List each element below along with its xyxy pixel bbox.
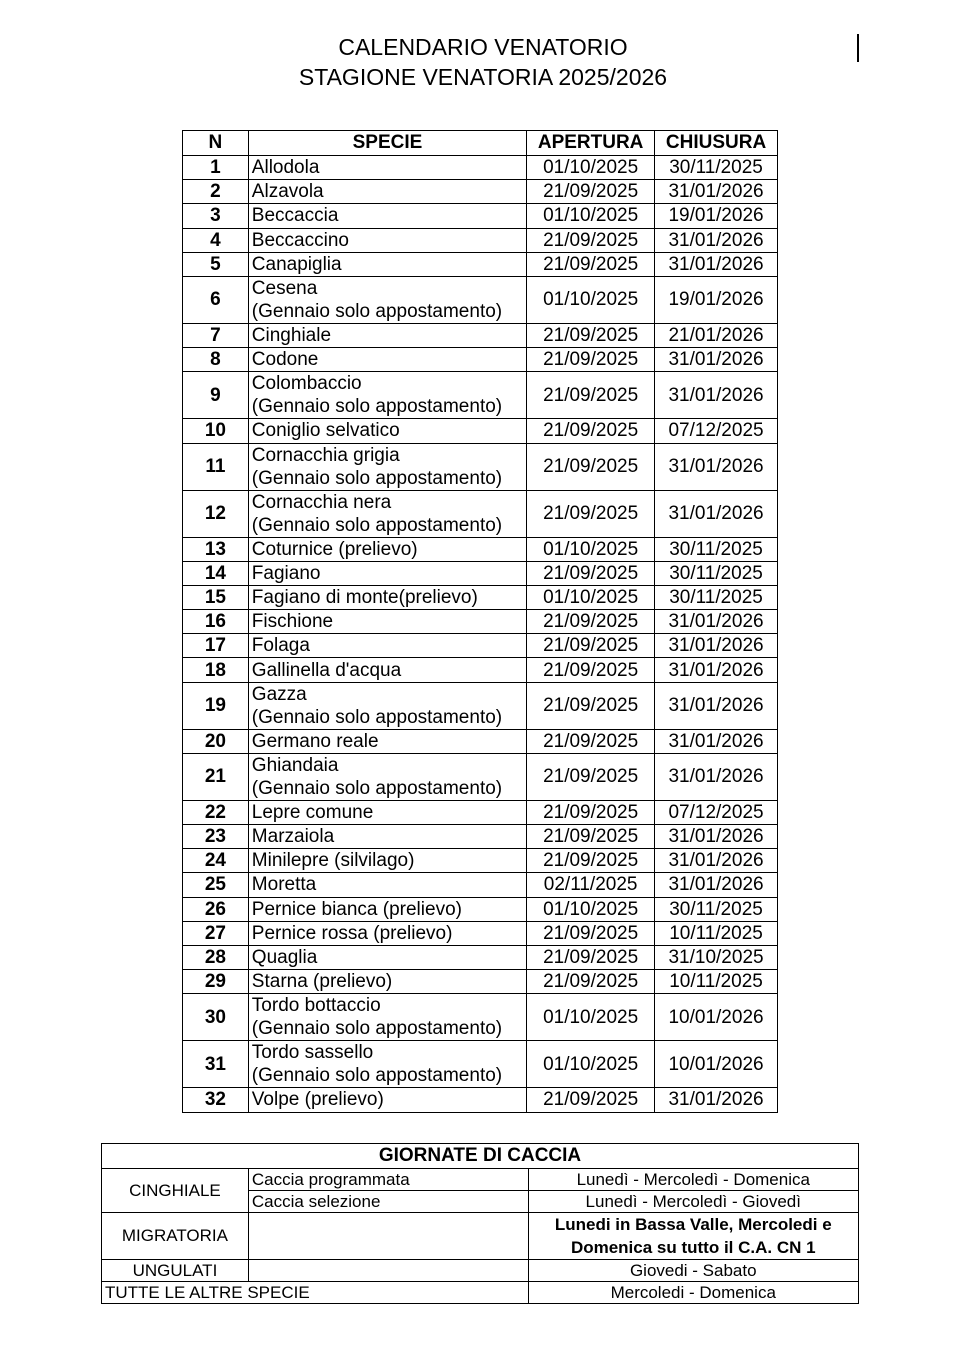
table-row [183, 443, 778, 490]
closing-date: 31/01/2026 [655, 443, 778, 490]
species-number: 31 [183, 1041, 249, 1088]
table-row [102, 1260, 859, 1282]
table-row [183, 897, 778, 921]
table-row [183, 849, 778, 873]
species-number: 2 [183, 180, 249, 204]
closing-date: 31/01/2026 [655, 252, 778, 276]
column-header-specie: SPECIE [248, 131, 526, 156]
species-name [248, 634, 526, 658]
species-calendar-table [182, 130, 778, 1113]
species-name-text: Coniglio selvatico [251, 420, 400, 442]
species-table-body [183, 156, 778, 1113]
species-name-text: Tordo bottaccio [251, 995, 381, 1017]
closing-date: 31/01/2026 [655, 372, 778, 419]
species-name [248, 419, 526, 443]
species-number: 27 [183, 921, 249, 945]
table-row [183, 610, 778, 634]
species-name [248, 348, 526, 372]
species-name [248, 970, 526, 994]
table-row [183, 753, 778, 800]
table-row [183, 228, 778, 252]
species-name [248, 945, 526, 969]
table-row [183, 658, 778, 682]
closing-date: 10/11/2025 [655, 921, 778, 945]
opening-date: 21/09/2025 [527, 419, 655, 443]
closing-date: 10/01/2026 [655, 994, 778, 1041]
opening-date: 21/09/2025 [527, 634, 655, 658]
species-number: 25 [183, 873, 249, 897]
species-name [248, 849, 526, 873]
species-number: 24 [183, 849, 249, 873]
species-number: 6 [183, 276, 249, 323]
species-name-text: Marzaiola [251, 826, 335, 848]
opening-date: 21/09/2025 [527, 443, 655, 490]
species-name-text: Alzavola [251, 181, 324, 203]
days-line: Lunedi in Bassa Valle, Mercoledi e [554, 1215, 832, 1234]
species-name [248, 228, 526, 252]
opening-date: 21/09/2025 [527, 561, 655, 585]
species-note: (Gennaio solo appostamento) [251, 1065, 503, 1087]
species-name [248, 873, 526, 897]
closing-date: 07/12/2025 [655, 419, 778, 443]
species-number: 10 [183, 419, 249, 443]
opening-date: 21/09/2025 [527, 372, 655, 419]
closing-date: 30/11/2025 [655, 585, 778, 609]
opening-date: 01/10/2025 [527, 156, 655, 180]
closing-date: 19/01/2026 [655, 204, 778, 228]
species-name [248, 753, 526, 800]
closing-date: 31/10/2025 [655, 945, 778, 969]
opening-date: 21/09/2025 [527, 753, 655, 800]
closing-date: 31/01/2026 [655, 849, 778, 873]
table-row [102, 1282, 859, 1304]
opening-date: 21/09/2025 [527, 348, 655, 372]
table-row [183, 945, 778, 969]
species-name [248, 585, 526, 609]
table-row [183, 537, 778, 561]
species-note: (Gennaio solo appostamento) [251, 1018, 503, 1040]
hunting-days-title: GIORNATE DI CACCIA [102, 1144, 859, 1169]
species-number: 29 [183, 970, 249, 994]
table-row [183, 585, 778, 609]
species-name [248, 252, 526, 276]
species-name [248, 537, 526, 561]
hunting-type: Caccia selezione [248, 1191, 528, 1213]
table-row [183, 1041, 778, 1088]
species-name [248, 204, 526, 228]
species-name-text: Fischione [251, 611, 334, 633]
category-migratoria: MIGRATORIA [102, 1213, 249, 1260]
species-number: 23 [183, 825, 249, 849]
opening-date: 21/09/2025 [527, 658, 655, 682]
species-note: (Gennaio solo appostamento) [251, 396, 503, 418]
closing-date: 21/01/2026 [655, 323, 778, 347]
species-note: (Gennaio solo appostamento) [251, 706, 503, 728]
species-name-text: Allodola [251, 157, 320, 179]
table-row [183, 921, 778, 945]
species-number: 30 [183, 994, 249, 1041]
species-number: 17 [183, 634, 249, 658]
table-row [183, 1088, 778, 1112]
closing-date: 30/11/2025 [655, 537, 778, 561]
table-row [102, 1213, 859, 1260]
opening-date: 02/11/2025 [527, 873, 655, 897]
species-name-text: Ghiandaia [251, 754, 339, 776]
category-altre-specie: TUTTE LE ALTRE SPECIE [102, 1282, 529, 1304]
closing-date: 31/01/2026 [655, 825, 778, 849]
closing-date: 07/12/2025 [655, 800, 778, 824]
species-name-text: Pernice rossa (prelievo) [251, 922, 453, 944]
closing-date: 31/01/2026 [655, 610, 778, 634]
closing-date: 10/01/2026 [655, 1041, 778, 1088]
species-number: 5 [183, 252, 249, 276]
species-number: 4 [183, 228, 249, 252]
table-row [183, 634, 778, 658]
species-name [248, 1088, 526, 1112]
species-number: 8 [183, 348, 249, 372]
species-name [248, 323, 526, 347]
species-number: 21 [183, 753, 249, 800]
species-name [248, 800, 526, 824]
species-name [248, 897, 526, 921]
species-name-text: Volpe (prelievo) [251, 1089, 384, 1111]
species-number: 7 [183, 323, 249, 347]
opening-date: 01/10/2025 [527, 204, 655, 228]
hunting-days: Lunedì - Mercoledì - Giovedì [528, 1191, 858, 1213]
opening-date: 01/10/2025 [527, 276, 655, 323]
table-row [183, 800, 778, 824]
page-subtitle: STAGIONE VENATORIA 2025/2026 [298, 64, 668, 90]
species-name-text: Beccaccia [251, 205, 339, 227]
species-number: 12 [183, 490, 249, 537]
species-name [248, 372, 526, 419]
species-note: (Gennaio solo appostamento) [251, 777, 503, 799]
opening-date: 21/09/2025 [527, 825, 655, 849]
column-header-apertura: APERTURA [527, 131, 655, 156]
species-name-text: Colombaccio [251, 373, 362, 395]
species-number: 11 [183, 443, 249, 490]
opening-date: 21/09/2025 [527, 729, 655, 753]
species-name-text: Cornacchia nera [251, 491, 392, 513]
species-number: 13 [183, 537, 249, 561]
species-name-text: Minilepre (silvilago) [251, 850, 415, 872]
species-name-text: Folaga [251, 635, 310, 657]
species-number: 15 [183, 585, 249, 609]
species-note: (Gennaio solo appostamento) [251, 467, 503, 489]
hunting-days: Lunedì - Mercoledì - Domenica [528, 1169, 858, 1191]
closing-date: 30/11/2025 [655, 897, 778, 921]
species-name [248, 156, 526, 180]
species-number: 1 [183, 156, 249, 180]
closing-date: 31/01/2026 [655, 658, 778, 682]
species-name-text: Cornacchia grigia [251, 444, 400, 466]
hunting-days: Giovedi - Sabato [528, 1260, 858, 1282]
species-name [248, 276, 526, 323]
table-row [183, 372, 778, 419]
closing-date: 31/01/2026 [655, 873, 778, 897]
species-name [248, 490, 526, 537]
species-name-text: Coturnice (prelievo) [251, 538, 418, 560]
table-row [183, 561, 778, 585]
opening-date: 21/09/2025 [527, 970, 655, 994]
hunting-days: Mercoledi - Domenica [528, 1282, 858, 1304]
opening-date: 21/09/2025 [527, 800, 655, 824]
category-ungulati: UNGULATI [102, 1260, 249, 1282]
species-name [248, 658, 526, 682]
species-name-text: Fagiano di monte(prelievo) [251, 586, 478, 608]
species-name-text: Cesena [251, 277, 318, 299]
species-note: (Gennaio solo appostamento) [251, 300, 503, 322]
species-name-text: Germano reale [251, 730, 379, 752]
opening-date: 21/09/2025 [527, 180, 655, 204]
species-note: (Gennaio solo appostamento) [251, 514, 503, 536]
species-name-text: Tordo sassello [251, 1042, 374, 1064]
table-row [183, 825, 778, 849]
table-row [183, 490, 778, 537]
text-cursor-mark [857, 34, 859, 62]
species-number: 20 [183, 729, 249, 753]
species-name [248, 825, 526, 849]
closing-date: 19/01/2026 [655, 276, 778, 323]
species-number: 16 [183, 610, 249, 634]
opening-date: 01/10/2025 [527, 585, 655, 609]
closing-date: 30/11/2025 [655, 561, 778, 585]
table-row [183, 729, 778, 753]
hunting-days-table [101, 1143, 859, 1304]
closing-date: 31/01/2026 [655, 180, 778, 204]
species-table-header [183, 131, 778, 156]
hunting-days-migratoria [528, 1213, 858, 1260]
opening-date: 21/09/2025 [527, 921, 655, 945]
species-number: 19 [183, 682, 249, 729]
species-number: 28 [183, 945, 249, 969]
species-name-text: Gazza [251, 683, 307, 705]
empty-cell [248, 1260, 528, 1282]
species-name-text: Beccaccino [251, 229, 349, 251]
species-number: 9 [183, 372, 249, 419]
table-row [183, 873, 778, 897]
opening-date: 01/10/2025 [527, 897, 655, 921]
days-line: Domenica su tutto il C.A. CN 1 [570, 1238, 816, 1257]
closing-date: 10/11/2025 [655, 970, 778, 994]
closing-date: 31/01/2026 [655, 1088, 778, 1112]
table-row [183, 348, 778, 372]
opening-date: 21/09/2025 [527, 610, 655, 634]
opening-date: 21/09/2025 [527, 682, 655, 729]
species-name [248, 994, 526, 1041]
table-row [183, 252, 778, 276]
table-row [183, 180, 778, 204]
species-name [248, 180, 526, 204]
opening-date: 01/10/2025 [527, 994, 655, 1041]
species-name-text: Lepre comune [251, 801, 374, 823]
closing-date: 30/11/2025 [655, 156, 778, 180]
species-name-text: Cinghiale [251, 325, 332, 347]
species-name [248, 729, 526, 753]
closing-date: 31/01/2026 [655, 753, 778, 800]
species-name-text: Codone [251, 349, 319, 371]
page-title: CALENDARIO VENATORIO [338, 34, 628, 60]
hunting-type: Caccia programmata [248, 1169, 528, 1191]
species-number: 22 [183, 800, 249, 824]
opening-date: 21/09/2025 [527, 849, 655, 873]
closing-date: 31/01/2026 [655, 228, 778, 252]
closing-date: 31/01/2026 [655, 682, 778, 729]
species-name-text: Pernice bianca (prelievo) [251, 898, 462, 920]
column-header-n: N [183, 131, 249, 156]
table-row [183, 323, 778, 347]
species-name [248, 921, 526, 945]
species-name [248, 443, 526, 490]
closing-date: 31/01/2026 [655, 490, 778, 537]
species-name-text: Moretta [251, 874, 317, 896]
table-row [183, 204, 778, 228]
opening-date: 01/10/2025 [527, 1041, 655, 1088]
opening-date: 21/09/2025 [527, 228, 655, 252]
species-number: 3 [183, 204, 249, 228]
species-name-text: Fagiano [251, 562, 321, 584]
species-number: 32 [183, 1088, 249, 1112]
empty-cell [248, 1213, 528, 1260]
closing-date: 31/01/2026 [655, 348, 778, 372]
species-number: 26 [183, 897, 249, 921]
species-name [248, 561, 526, 585]
column-header-chiusura: CHIUSURA [655, 131, 778, 156]
table-row [183, 682, 778, 729]
species-name-text: Gallinella d'acqua [251, 659, 402, 681]
species-name-text: Starna (prelievo) [251, 971, 393, 993]
closing-date: 31/01/2026 [655, 729, 778, 753]
species-number: 14 [183, 561, 249, 585]
table-row [183, 994, 778, 1041]
opening-date: 01/10/2025 [527, 537, 655, 561]
species-name-text: Canapiglia [251, 253, 342, 275]
table-row [183, 419, 778, 443]
opening-date: 21/09/2025 [527, 252, 655, 276]
opening-date: 21/09/2025 [527, 945, 655, 969]
table-row [183, 276, 778, 323]
table-row [102, 1169, 859, 1191]
table-row [183, 156, 778, 180]
species-name [248, 1041, 526, 1088]
category-cinghiale: CINGHIALE [102, 1169, 249, 1213]
closing-date: 31/01/2026 [655, 634, 778, 658]
opening-date: 21/09/2025 [527, 1088, 655, 1112]
species-number: 18 [183, 658, 249, 682]
species-name-text: Quaglia [251, 947, 318, 969]
opening-date: 21/09/2025 [527, 490, 655, 537]
opening-date: 21/09/2025 [527, 323, 655, 347]
table-row [183, 970, 778, 994]
species-name [248, 610, 526, 634]
species-name [248, 682, 526, 729]
